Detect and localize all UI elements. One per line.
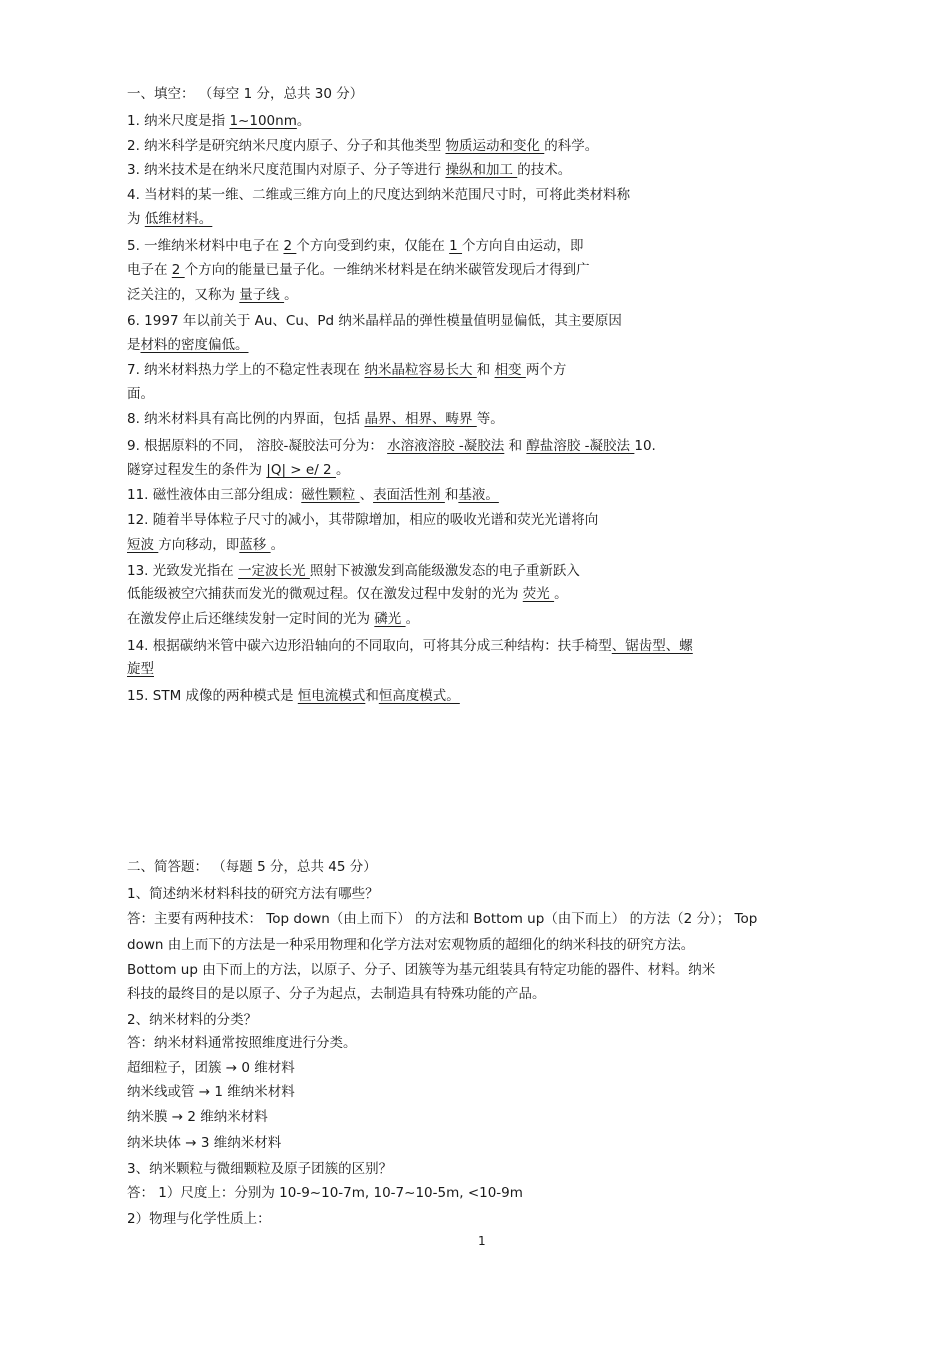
- answer-line: 答： 1）尺度上：分别为 10-9~10-7m, 10-7~10-5m, <10-9m: [127, 1185, 523, 1201]
- answer-line: 纳米块体 → 3 维纳米材料: [127, 1135, 282, 1151]
- line-text: 隧穿过程发生的条件为: [127, 462, 267, 478]
- fill-line: [127, 409, 504, 429]
- line-text: 。: [284, 287, 298, 303]
- answer-line: 2、纳米材料的分类？: [127, 1012, 258, 1028]
- line-text: 1. 纳米尺度是指: [127, 113, 230, 129]
- answer-blank: 低维材料。: [144, 211, 213, 227]
- answer-blank: 磁性颗粒: [301, 487, 360, 503]
- line-text: 4. 当材料的某一维、二维或三维方向上的尺度达到纳米范围尺寸时，可将此类材料称: [127, 187, 631, 203]
- line-text: 方向移动，即: [158, 537, 240, 553]
- answer-blank: 、锯齿型、螺: [611, 638, 693, 654]
- line-text: 个方向受到约束，仅能在: [296, 238, 450, 254]
- fill-line: [127, 460, 349, 480]
- answer-blank: 操纵和加工: [445, 162, 518, 178]
- answer-blank: 晶界、相界、畴界: [364, 411, 477, 427]
- line-text: 照射下被激发到高能级激发态的电子重新跃入: [309, 563, 580, 579]
- fill-line: [127, 584, 568, 604]
- answer-blank: 一定波长光: [238, 563, 310, 579]
- answer-blank: 水溶液溶胶 -凝胶法: [387, 438, 505, 454]
- answer-blank: 材料的密度偏低。: [140, 337, 249, 353]
- line-text: 。: [335, 462, 350, 478]
- line-text: 。: [405, 611, 420, 627]
- page-number: 1: [478, 1234, 486, 1248]
- answer-blank: 相变: [494, 362, 526, 378]
- answer-line: 答：纳米材料通常按照维度进行分类。: [127, 1035, 357, 1051]
- answer-line: 纳米线或管 → 1 维纳米材料: [127, 1084, 295, 1100]
- fill-line: [127, 636, 693, 656]
- answer-blank: 纳米晶粒容易长大: [364, 362, 477, 378]
- line-text: 在激发停止后还继续发射一定时间的光为: [127, 611, 375, 627]
- line-text: 8. 纳米材料具有高比例的内界面，包括: [127, 411, 365, 427]
- fill-line: [127, 236, 584, 256]
- answer-blank: 物质运动和变化: [445, 138, 545, 154]
- line-text: 14. 根据碳纳米管中碳六边形沿轴向的不同取向，可将其分成三种结构：扶手椅型: [127, 638, 612, 654]
- answer-blank: 蓝移: [239, 537, 271, 553]
- line-text: 和: [504, 438, 527, 454]
- answer-blank: 基液。: [458, 487, 499, 503]
- fill-line: [127, 384, 154, 404]
- line-text: 面。: [127, 386, 154, 402]
- fill-line: [127, 185, 630, 205]
- line-text: 电子在: [127, 262, 172, 278]
- answer-blank: 磷光: [374, 611, 406, 627]
- fill-line: [127, 659, 154, 679]
- answer-line: down 由上而下的方法是一种采用物理和化学方法对宏观物质的超细化的纳米科技的研究方法。: [127, 937, 695, 953]
- line-text: 9. 根据原料的不同， 溶胶-凝胶法可分为：: [127, 438, 388, 454]
- line-text: 等。: [476, 411, 504, 427]
- fill-line: [127, 360, 566, 380]
- fill-line: [127, 686, 460, 706]
- line-text: 和: [476, 362, 495, 378]
- line-text: 11. 磁性液体由三部分组成：: [127, 487, 302, 503]
- answer-line: Bottom up 由下而上的方法，以原子、分子、团簇等为基元组装具有特定功能的器件、材料。纳米: [127, 962, 716, 978]
- answer-line: 3、纳米颗粒与微细颗粒及原子团簇的区别？: [127, 1161, 393, 1177]
- fill-line: [127, 335, 249, 355]
- line-text: 3. 纳米技术是在纳米尺度范围内对原子、分子等进行: [127, 162, 446, 178]
- line-text: 6. 1997 年以前关于 Au、Cu、Pd 纳米晶样品的弹性模量值明显偏低，其主要原因: [127, 313, 622, 329]
- answer-blank: 荧光: [522, 586, 555, 602]
- line-text: 为: [127, 211, 145, 227]
- line-text: 的科学。: [544, 138, 599, 154]
- answer-line: 超细粒子，团簇 → 0 维材料: [127, 1060, 295, 1076]
- fill-line: [127, 136, 598, 156]
- answer-line: 2）物理与化学性质上：: [127, 1211, 271, 1227]
- answer-blank: 1~100nm: [229, 113, 297, 129]
- fill-line: [127, 160, 571, 180]
- fill-line: [127, 436, 656, 456]
- line-text: 。: [270, 537, 285, 553]
- line-text: 、: [359, 487, 374, 503]
- fill-line: [127, 285, 298, 305]
- fill-line: [127, 561, 580, 581]
- answer-blank: |Q| > e/ 2: [266, 462, 336, 478]
- line-text: 个方向自由运动，即: [462, 238, 584, 254]
- line-text: 是: [127, 337, 141, 353]
- answer-blank: 1: [449, 238, 463, 254]
- answer-line: 纳米膜 → 2 维纳米材料: [127, 1109, 268, 1125]
- answer-blank: 表面活性剂: [373, 487, 445, 503]
- line-text: 和: [365, 688, 379, 704]
- line-text: 15. STM 成像的两种模式是: [127, 688, 298, 704]
- line-text: 10.: [634, 438, 656, 454]
- answer-blank: 量子线: [239, 287, 285, 303]
- answer-blank: 2: [171, 262, 185, 278]
- fill-line: [127, 485, 499, 505]
- answer-blank: 醇盐溶胶 -凝胶法: [526, 438, 635, 454]
- line-text: 13. 光致发光指在: [127, 563, 239, 579]
- answer-line: 1、简述纳米材料科技的研究方法有哪些？: [127, 886, 379, 902]
- answer-blank: 短波: [127, 537, 159, 553]
- line-text: 5. 一维纳米材料中电子在: [127, 238, 284, 254]
- line-text: 低能级被空穴捕获而发光的微观过程。仅在激发过程中发射的光为: [127, 586, 523, 602]
- line-text: 。: [296, 113, 311, 129]
- answer-blank: 2: [283, 238, 297, 254]
- section1-heading: 一、填空： （每空 1 分，总共 30 分）: [127, 86, 364, 102]
- answer-blank: 恒电流模式: [297, 688, 366, 704]
- fill-line: [127, 260, 590, 280]
- line-text: 两个方: [525, 362, 567, 378]
- line-text: 。: [554, 586, 568, 602]
- fill-line: [127, 111, 310, 131]
- line-text: 和: [444, 487, 459, 503]
- answer-line: 答：主要有两种技术： Top down（由上而下） 的方法和 Bottom up（由下而上） 的方法（2 分）； Top: [127, 911, 758, 927]
- line-text: 的技术。: [517, 162, 572, 178]
- fill-line: [127, 311, 622, 331]
- line-text: 12. 随着半导体粒子尺寸的减小，其带隙增加，相应的吸收光谱和荧光光谱将向: [127, 512, 599, 528]
- line-text: 2. 纳米科学是研究纳米尺度内原子、分子和其他类型: [127, 138, 446, 154]
- fill-line: [127, 609, 419, 629]
- answer-line: 科技的最终目的是以原子、分子为起点，去制造具有特殊功能的产品。: [127, 986, 546, 1002]
- fill-line: [127, 535, 284, 555]
- fill-line: [127, 510, 598, 530]
- fill-line: [127, 209, 212, 229]
- section2-heading: 二、简答题： （每题 5 分，总共 45 分）: [127, 859, 377, 875]
- line-text: 个方向的能量已量子化。一维纳米材料是在纳米碳管发现后才得到广: [184, 262, 590, 278]
- answer-blank: 旋型: [127, 661, 154, 677]
- line-text: 泛关注的，又称为: [127, 287, 240, 303]
- answer-blank: 恒高度模式。: [378, 688, 460, 704]
- line-text: 7. 纳米材料热力学上的不稳定性表现在: [127, 362, 365, 378]
